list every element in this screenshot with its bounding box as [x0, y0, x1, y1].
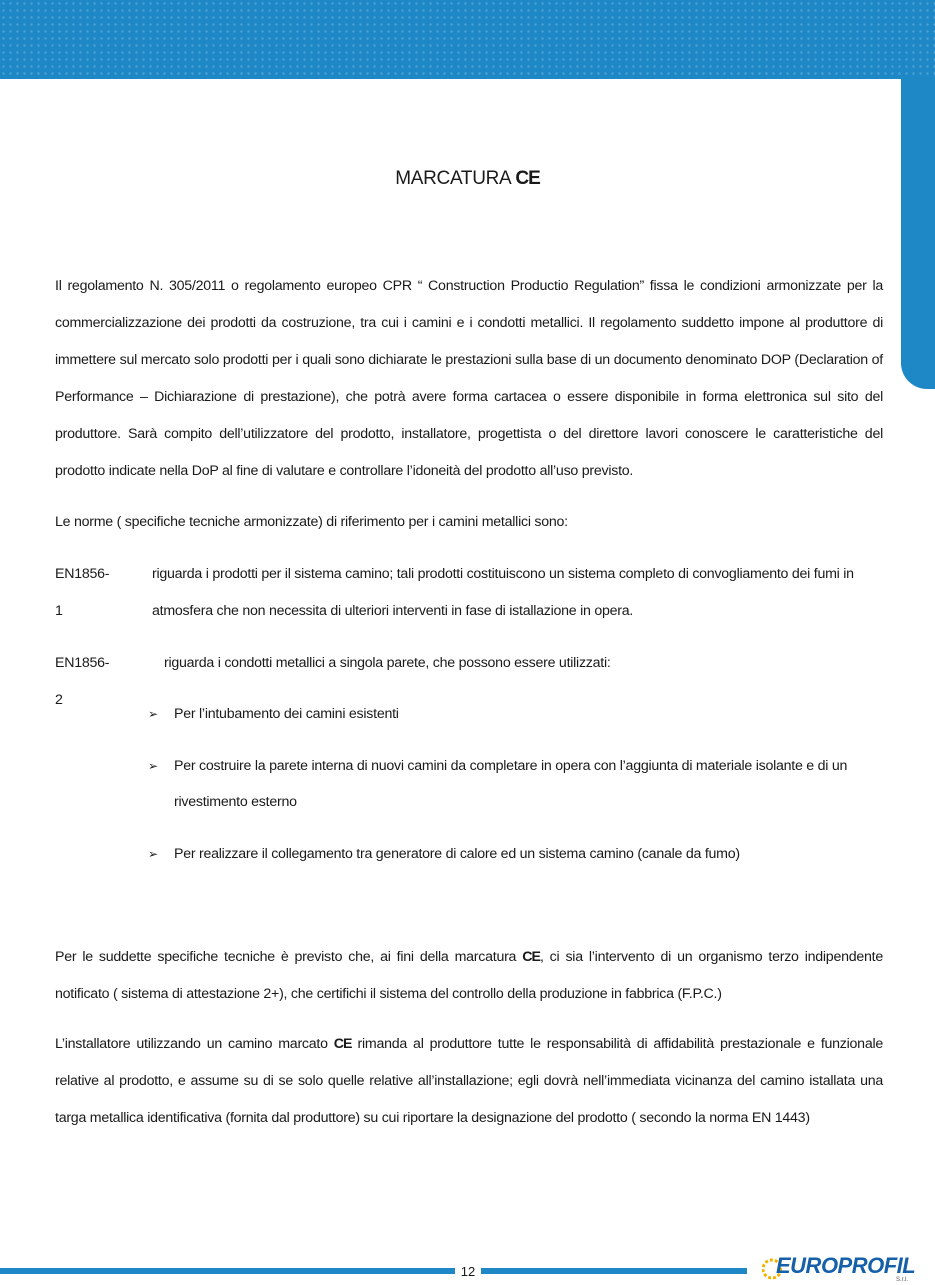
paragraph-text-part: , ci sia l’intervento di un organismo terzo indipendente notificato ( sistema di attestazione 2+), che certifichi il sistema del controllo della produzione in fabbrica (F.P.C.) — [55, 949, 883, 1002]
ce-mark-icon: CE — [515, 168, 540, 189]
list-item-text: Per realizzare il collegamento tra generatore di calore ed un sistema camino (canale da fumo) — [174, 846, 740, 862]
footer-rule-left — [0, 1268, 455, 1274]
footer-rule-right — [481, 1268, 747, 1274]
standard-description: riguarda i prodotti per il sistema camino; tali prodotti costituiscono un sistema completo di convogliamento dei fumi in — [152, 566, 854, 582]
paragraph-text-part: Per le suddette specifiche tecniche è previsto che, ai fini della marcatura — [55, 949, 517, 965]
list-item-text: Per costruire la parete interna di nuovi camini da completare in opera con l’aggiunta di materiale isolante e di un — [174, 758, 848, 774]
paragraph-text: Le norme ( specifiche tecniche armonizzate) di riferimento per i camini metallici sono: — [55, 514, 568, 530]
standard-code: EN1856-2 — [55, 655, 110, 708]
title-text: MARCATURA — [395, 168, 511, 189]
paragraph-text — [55, 939, 883, 1013]
logo-subtext: S.r.l. — [895, 1277, 908, 1283]
ce-mark-icon: CE — [333, 1036, 352, 1052]
page-title — [0, 168, 935, 190]
list-item-text-cont: rivestimento esterno — [174, 794, 297, 810]
paragraph-intro — [55, 268, 883, 490]
paragraph-text — [55, 1026, 883, 1137]
header-band — [0, 0, 935, 79]
arrowhead-icon: ➢ — [148, 759, 158, 773]
paragraph-text-part: L’installatore utilizzando un camino marcato — [55, 1036, 328, 1052]
standard-code: EN1856-1 — [55, 566, 110, 619]
logo-text: EUROPROFIL — [776, 1253, 916, 1278]
ce-mark-icon: CE — [522, 949, 540, 965]
page-number: 12 — [460, 1264, 476, 1279]
standard-description-cont: atmosfera che non necessita di ulteriori interventi in fase di istallazione in opera. — [152, 603, 634, 619]
paragraph-norms — [55, 504, 883, 541]
paragraph-installer — [55, 1026, 883, 1137]
paragraph-text: Il regolamento N. 305/2011 o regolamento europeo CPR “ Construction Productio Regulation” fissa le condizioni armonizzate per la commercializzazione dei prodotti da costruzione, tra cui i camini e i condotti metallici. Il regolamento suddetto impone al produttore di immettere sul mercato solo prodotti per i quali sono dichiarate le prestazioni sulla base di un documento denominato DOP (Declaration of Performance – Dichiarazione di prestazione), che potrà avere forma cartacea o essere disponibile in forma elettronica sul sito del produttore. Sarà compito dell’utilizzatore del prodotto, installatore, progettista o del direttore lavori conoscere le caratteristiche del prodotto indicate nella DoP al fine di valutare e controllare l’idoneità del prodotto all’uso previsto. — [55, 278, 883, 479]
side-tab — [901, 79, 935, 389]
paragraph-text-part: rimanda al produttore tutte le responsabilità di affidabilità prestazionale e funzionale relative al prodotto, e assume su di se solo quelle relative all’installazione; egli dovrà nell’immediata vicinanza del camino istallata una targa metallica identificativa (fornita dal produttore) su cui riportare la designazione del prodotto ( secondo la norma EN 1443) — [55, 1036, 883, 1126]
arrowhead-icon: ➢ — [148, 707, 158, 721]
list-item-text: Per l’intubamento dei camini esistenti — [174, 706, 399, 722]
europrofil-logo — [762, 1253, 916, 1283]
standard-description: riguarda i condotti metallici a singola parete, che possono essere utilizzati: — [164, 655, 611, 671]
paragraph-certification — [55, 939, 883, 1013]
arrowhead-icon: ➢ — [148, 847, 158, 861]
